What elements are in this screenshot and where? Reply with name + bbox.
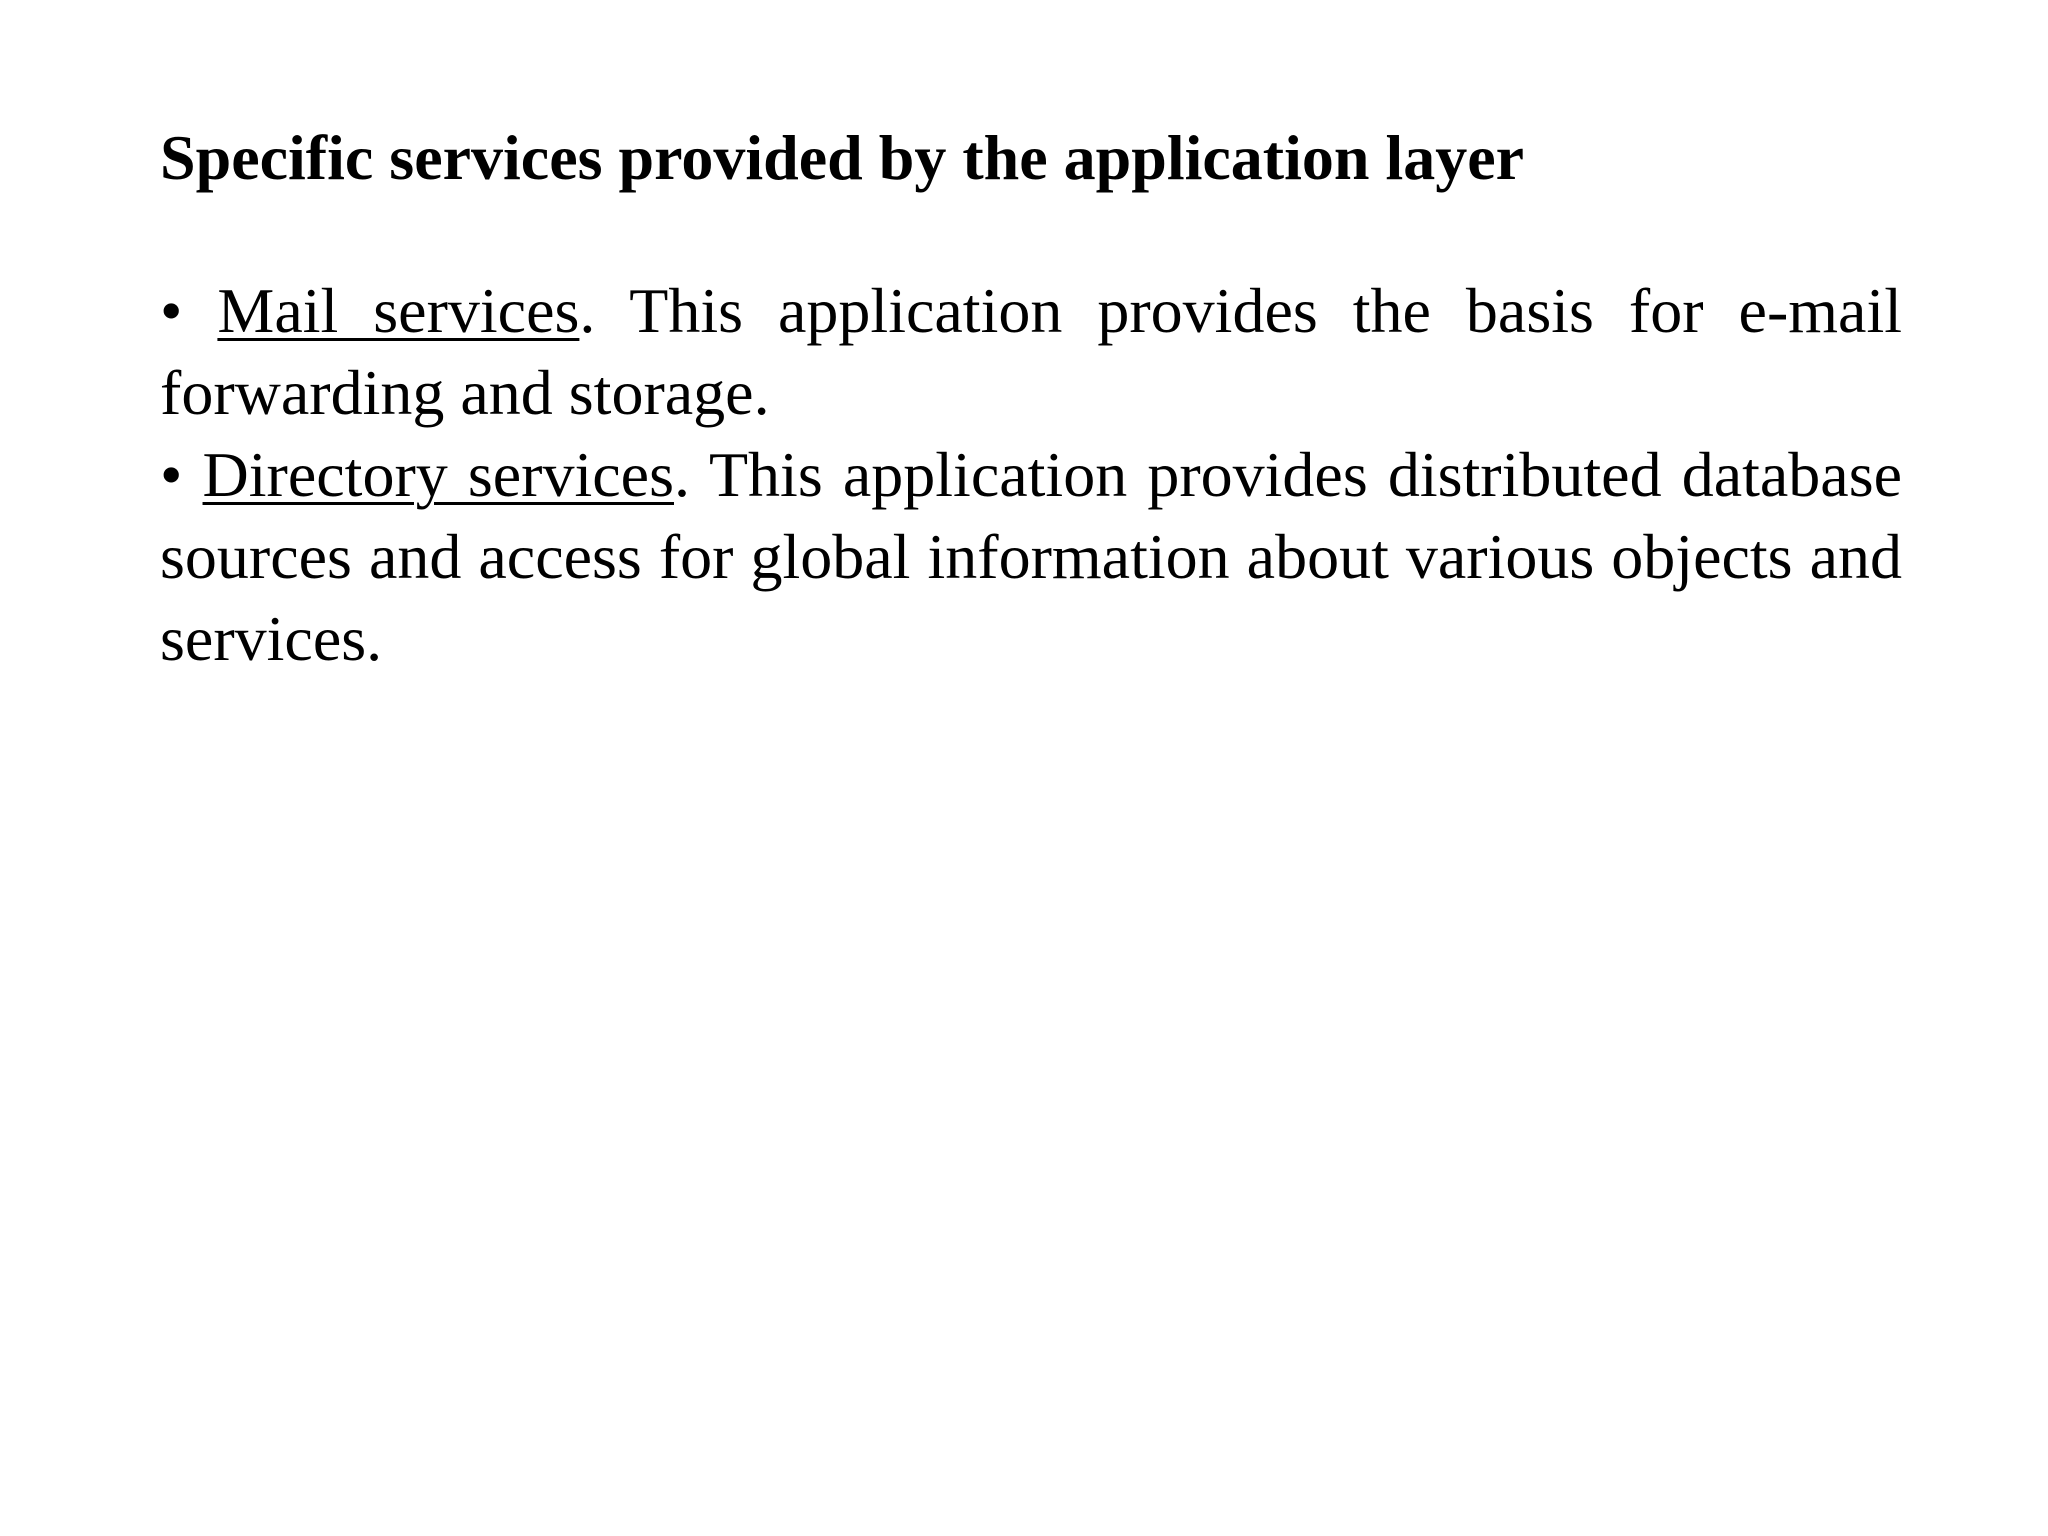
bullet-term-punctuation: . [579,275,596,346]
bullet-item-mail-services [160,270,1902,434]
bullet-term: Directory services [202,439,674,510]
bullet-term-punctuation: . [674,439,690,510]
bullet-term: Mail services [217,275,580,346]
bullet-description: This application provides the basis for e-mail forwarding and storage. [160,275,1903,428]
bullet-marker: • [160,275,183,346]
bullet-description: This application provides distributed database sources and access for global information about various objects and services. [160,439,1903,674]
slide-content [160,118,1902,680]
slide-title: Specific services provided by the application layer [160,122,1525,193]
bullet-item-directory-services [160,434,1902,680]
bullet-marker: • [160,439,183,510]
